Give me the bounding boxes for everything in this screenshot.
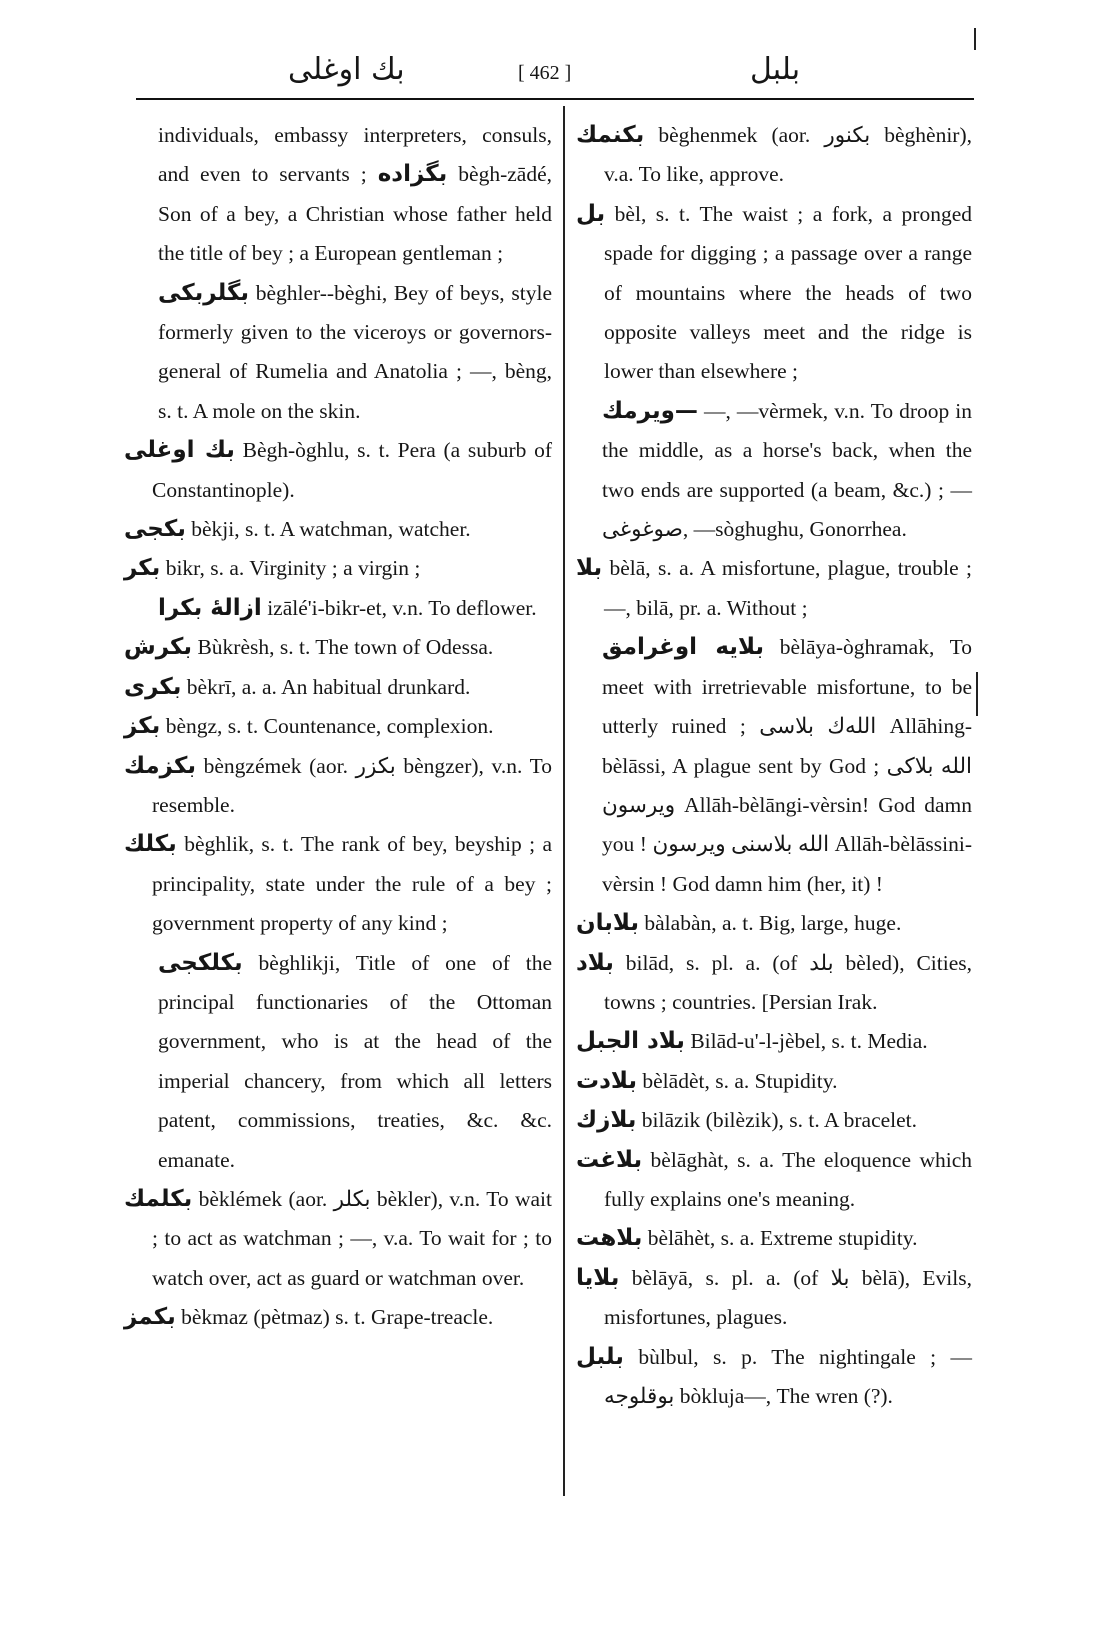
headword-arabic: ازالهٔ بکرا (158, 594, 262, 621)
dictionary-entry (576, 195, 972, 392)
dictionary-entry (576, 392, 972, 550)
headword-arabic: بلاغت (576, 1146, 643, 1173)
entry-definition: bèghenmek (aor. بکنور bèghènir), v.a. To like, approve. (604, 123, 972, 187)
entry-definition: bùlbul, s. p. The nightingale ; —بوقلوجه bòklujа—, The wren (?). (604, 1344, 972, 1408)
headword-arabic: بلاهت (576, 1225, 643, 1252)
left-column (124, 116, 552, 1338)
dictionary-entry (124, 274, 552, 432)
dictionary-entry (124, 510, 552, 549)
dictionary-entry (124, 747, 552, 826)
dictionary-entry (576, 1062, 972, 1101)
dictionary-entry (124, 1298, 552, 1337)
right-column (576, 116, 972, 1416)
headword-arabic: بك اوغلی (124, 437, 235, 464)
headword-arabic: بلا (576, 555, 603, 582)
entry-definition: bèl, s. t. The waist ; a fork, a pronged spade for digging ; a passage over a range of mountains where the heads of two opposite valleys meet and the ridge is lower than elsewhere ; (604, 201, 973, 384)
headword-arabic: بکلکجی (158, 949, 243, 976)
entry-definition: —, —vèrmek, v.n. To droop in the middle, as a horse's back, when the two ends are supported (a beam, &c.) ; —صوغوغی, —sòghughu, Gonorrhea. (602, 398, 973, 542)
entry-definition: Bègh-òghlu, s. t. Pera (a suburb of Constantinople). (152, 438, 552, 502)
headword-arabic: بلایا (576, 1264, 620, 1291)
dictionary-entry (124, 116, 552, 274)
entry-definition: bèlāghàt, s. a. The eloquence which fully explains one's meaning. (604, 1147, 972, 1211)
margin-mark-middle (976, 672, 978, 716)
headword-arabic: بلایه اوغرامق (602, 634, 765, 661)
entry-definition: bèlāyā, s. pl. a. (of بلا bèlā), Evils, misfortunes, plagues. (604, 1265, 972, 1330)
headword-arabic: بکجی (124, 516, 186, 543)
dictionary-entry (576, 1219, 972, 1258)
headword-arabic: بکری (124, 673, 182, 700)
entry-definition: bèkji, s. t. A watchman, watcher. (191, 517, 471, 542)
dictionary-entry (124, 668, 552, 707)
dictionary-entry (576, 116, 972, 195)
entry-definition: bilāzik (bilèzik), s. t. A bracelet. (641, 1108, 918, 1133)
dictionary-entry (576, 628, 972, 904)
entry-definition: bèngz, s. t. Countenance, complexion. (165, 714, 494, 739)
headword-arabic: بکزمك (124, 752, 196, 779)
headword-arabic: بلبل (576, 1343, 624, 1370)
headword-arabic: بلاد (576, 949, 614, 976)
headword-arabic: بکلك (124, 831, 177, 858)
entry-preceding-text: individuals, embassy interpreters, consuls, and even to servants ; (158, 123, 552, 187)
entry-definition: bèghler--bèghi, Bey of beys, style formerly given to the viceroys or governors-general of Rumelia and Anatolia ; —, bèng, s. t. A mole on the skin. (158, 280, 553, 423)
entry-definition: bèlāhèt, s. a. Extreme stupidity. (647, 1226, 918, 1251)
entry-definition: bilād, s. pl. a. (of بلد bèled), Cities, towns ; countries. [Persian Irak. (604, 950, 972, 1014)
dictionary-entry (576, 549, 972, 628)
entry-definition: bàlabàn, a. t. Big, large, huge. (644, 911, 902, 936)
entry-definition: bèkmaz (pètmaz) s. t. Grape-treacle. (181, 1305, 494, 1330)
headword-arabic: بلاد الجبل (576, 1028, 685, 1055)
dictionary-entry (124, 1180, 552, 1298)
headword-arabic: بگزاده (377, 161, 448, 188)
page-number: [ 462 ] (518, 62, 572, 84)
headword-arabic: بکرش (124, 634, 193, 661)
headword-arabic: بلازك (576, 1107, 637, 1134)
dictionary-entry (576, 1259, 972, 1338)
entry-definition: bèklémek (aor. بکلر bèkler), v.n. To wait ; to act as watchman ; —, v.a. To wait for ; to watch over, act as guard or watchman over. (152, 1186, 552, 1290)
entry-definition: bègh-zādé, Son of a bey, a Christian whose father held the title of bey ; a European gentleman ; (158, 162, 552, 266)
dictionary-entry (124, 707, 552, 746)
header-right-word: بلبل (750, 52, 801, 87)
entry-definition: bèghlikji, Title of one of the principal functionaries of the Ottoman government, who is at the head of the imperial chancery, from which all letters patent, commissions, treaties, &c. &c. emanate. (158, 950, 552, 1172)
entry-definition: Bùkrèsh, s. t. The town of Odessa. (197, 635, 494, 660)
headword-arabic: بکنمك (576, 122, 645, 148)
headword-arabic: بگلربکی (158, 279, 249, 306)
headword-arabic: بکمز (124, 1304, 176, 1331)
headword-arabic: بل (576, 200, 606, 227)
dictionary-entry (124, 549, 552, 588)
entry-definition: bèkrī, a. a. An habitual drunkard. (186, 674, 471, 699)
dictionary-entry (124, 825, 552, 943)
entry-definition: Bilād-u'-l-jèbel, s. t. Media. (690, 1029, 928, 1054)
entry-definition: bèlā, s. a. A misfortune, plague, trouble ; —, bilā, pr. a. Without ; (604, 556, 973, 620)
headword-arabic: بلادت (576, 1067, 638, 1094)
dictionary-entry (576, 944, 972, 1023)
header-rule (136, 98, 974, 100)
headword-arabic: بکلمك (124, 1185, 193, 1212)
entry-definition: bèlādèt, s. a. Stupidity. (642, 1068, 838, 1093)
dictionary-entry (576, 904, 972, 943)
dictionary-entry (124, 944, 552, 1180)
dictionary-entry (124, 589, 552, 628)
entry-definition: izālé'i-bikr-et, v.n. To deflower. (267, 595, 537, 620)
headword-arabic: بکز (124, 713, 161, 740)
column-divider (563, 106, 565, 1496)
entry-definition: bikr, s. a. Virginity ; a virgin ; (165, 556, 421, 581)
headword-arabic: بکر (124, 555, 161, 582)
margin-mark-top (974, 28, 976, 50)
dictionary-entry (576, 1338, 972, 1417)
dictionary-entry (576, 1101, 972, 1140)
header-left-word: بك اوغلی (288, 52, 405, 87)
entry-definition: bèngzémek (aor. بکزر bèngzer), v.n. To resemble. (152, 753, 553, 817)
running-header (138, 52, 970, 96)
entry-definition: bèghlik, s. t. The rank of bey, beyship ; a principality, state under the rule of a bey ; government property of any kind ; (152, 832, 553, 936)
dictionary-entry (124, 431, 552, 510)
headword-arabic: —ویرمك (602, 397, 698, 424)
dictionary-entry (124, 628, 552, 667)
dictionary-entry (576, 1141, 972, 1220)
headword-arabic: بلابان (576, 910, 640, 937)
dictionary-entry (576, 1022, 972, 1061)
entry-definition: bèlāya-òghramak, To meet with irretrievable misfortune, to be utterly ruined ; الله‌ك بلاسی Allāhing-bèlāssi, A plague sent by God ; الله بلاکی ویرسون Allāh-bèlāngi-vèrsin! God damn you ! الله بلاسنی ویرسون Allāh-bèlāssini-vèrsin ! God damn him (her, it) ! (602, 635, 973, 896)
